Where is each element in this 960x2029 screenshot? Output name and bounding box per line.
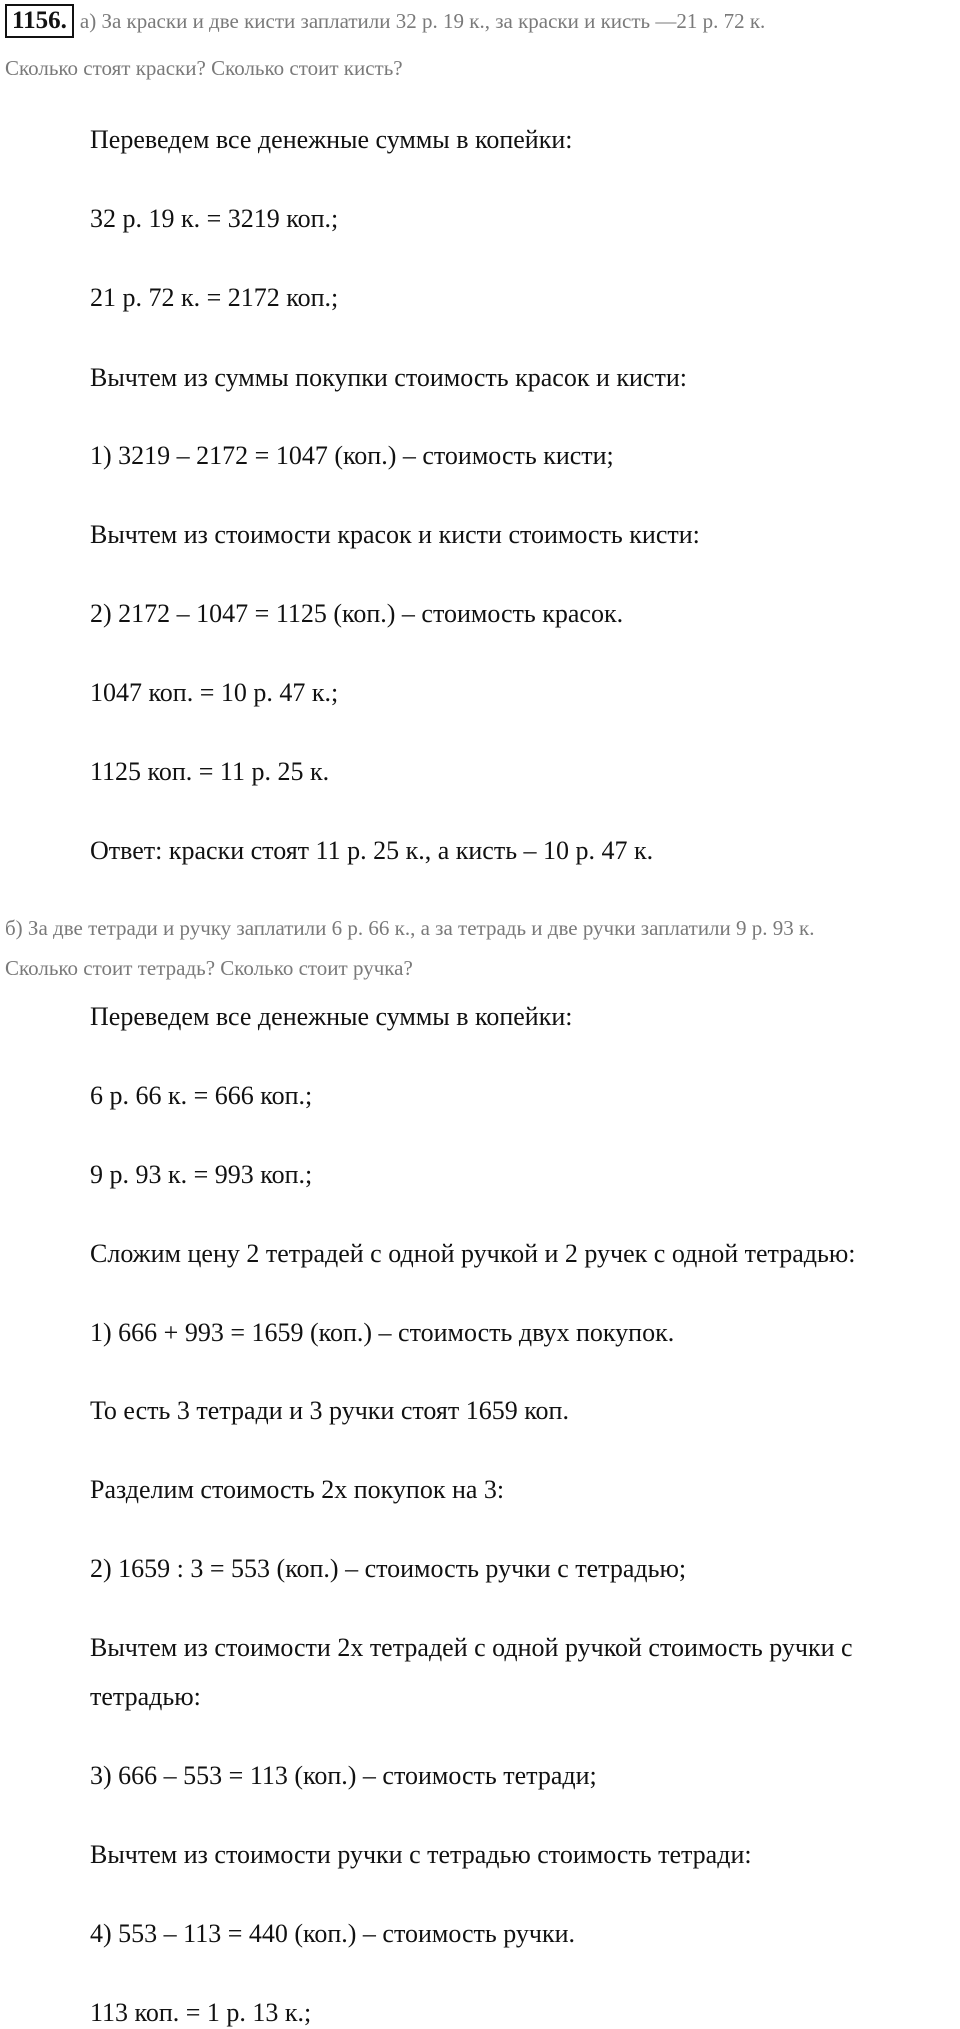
solution-b-line: тетрадью:: [90, 1682, 201, 1711]
task-a-prompt-line-1: [5, 4, 765, 38]
solution-a-answer: Ответ: краски стоят 11 р. 25 к., а кисть – 10 р. 47 к.: [90, 836, 654, 865]
solution-b-line: 1) 666 + 993 = 1659 (коп.) – стоимость двух покупок.: [90, 1318, 675, 1347]
solution-b-line: Вычтем из стоимости ручки с тетрадью стоимость тетради:: [90, 1840, 752, 1869]
task-a-prompt-line-2: Сколько стоят краски? Сколько стоит кисть?: [5, 56, 403, 80]
solution-a-line: 1047 коп. = 10 р. 47 к.;: [90, 678, 339, 707]
task-b-prompt-line-1: б) За две тетради и ручку заплатили 6 р. 66 к., а за тетрадь и две ручки заплатили 9 р. 93 к.: [5, 916, 815, 940]
solution-a-line: Переведем все денежные суммы в копейки:: [90, 125, 573, 154]
solution-a-line: 1125 коп. = 11 р. 25 к.: [90, 757, 330, 786]
task-b-prompt-line-2: Сколько стоит тетрадь? Сколько стоит ручка?: [5, 956, 413, 980]
solution-b-line: Разделим стоимость 2х покупок на 3:: [90, 1475, 505, 1504]
solution-b-line: 113 коп. = 1 р. 13 к.;: [90, 1998, 312, 2027]
task-number: 1156.: [5, 4, 74, 38]
solution-a-line: 32 р. 19 к. = 3219 коп.;: [90, 204, 339, 233]
solution-a-line: 21 р. 72 к. = 2172 коп.;: [90, 283, 339, 312]
solution-a-line: 1) 3219 – 2172 = 1047 (коп.) – стоимость кисти;: [90, 441, 614, 470]
solution-b-line: 2) 1659 : 3 = 553 (коп.) – стоимость ручки с тетрадью;: [90, 1554, 687, 1583]
solution-b-line: 9 р. 93 к. = 993 коп.;: [90, 1160, 313, 1189]
solution-b-line: Переведем все денежные суммы в копейки:: [90, 1002, 573, 1031]
solution-a-line: Вычтем из суммы покупки стоимость красок и кисти:: [90, 363, 687, 392]
solution-b-line: 4) 553 – 113 = 440 (коп.) – стоимость ручки.: [90, 1919, 576, 1948]
solution-a-line: 2) 2172 – 1047 = 1125 (коп.) – стоимость красок.: [90, 599, 624, 628]
solution-b-line: 3) 666 – 553 = 113 (коп.) – стоимость тетради;: [90, 1761, 597, 1790]
solution-b-line: 6 р. 66 к. = 666 коп.;: [90, 1081, 313, 1110]
solution-a-line: Вычтем из стоимости красок и кисти стоимость кисти:: [90, 520, 700, 549]
solution-b-line: То есть 3 тетради и 3 ручки стоят 1659 коп.: [90, 1396, 569, 1425]
solution-b-line: Сложим цену 2 тетрадей с одной ручкой и 2 ручек с одной тетрадью:: [90, 1239, 856, 1268]
solution-b-line: Вычтем из стоимости 2х тетрадей с одной ручкой стоимость ручки с: [90, 1633, 853, 1662]
task-a-prompt-text-1: а) За краски и две кисти заплатили 32 р. 19 к., за краски и кисть —21 р. 72 к.: [79, 9, 766, 33]
